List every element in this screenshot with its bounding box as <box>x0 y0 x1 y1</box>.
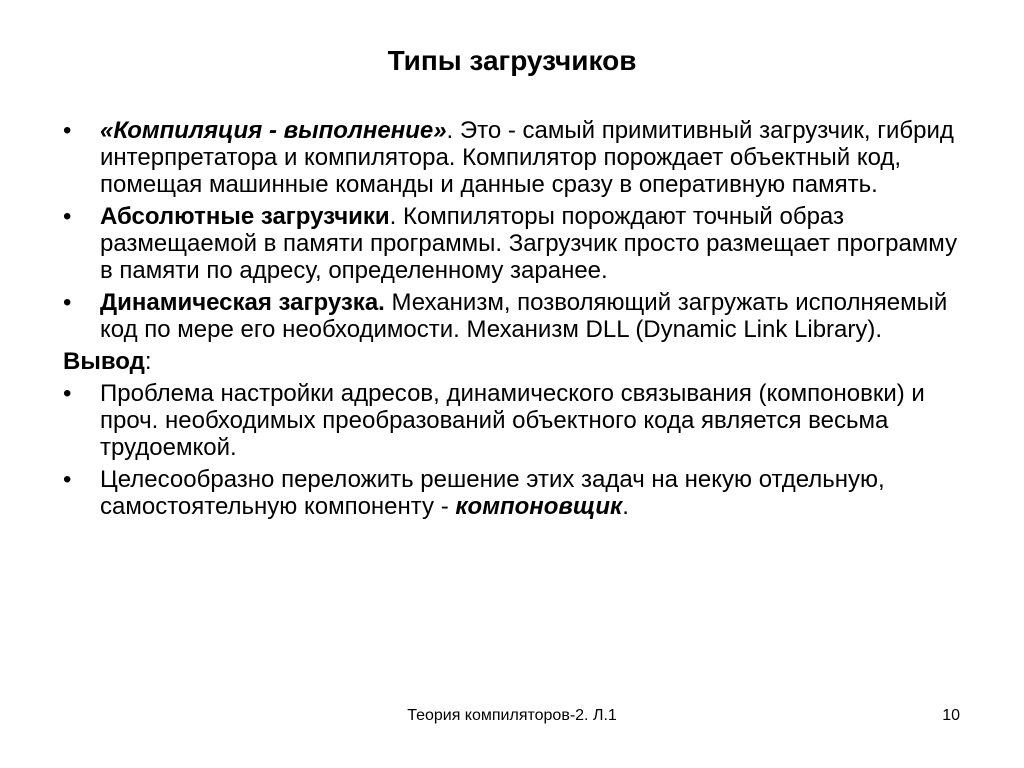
bullet-text: . Это - самый примитивный загрузчик, гибрид интерпретатора и компилятора. Компилятор порождает объектный код, помещая машинные команды и данные сразу в оперативную память. <box>100 117 954 198</box>
slide-title: Типы загрузчиков <box>387 45 637 76</box>
bullet-item-dynamic-loading <box>63 289 963 343</box>
bullet-text: Проблема настройки адресов, динамического связывания (компоновки) и проч. необходимых преобразований объектного кода является весьма трудоемкой. <box>100 380 925 461</box>
bullet-icon: • <box>63 289 72 316</box>
page-number: 10 <box>942 707 960 724</box>
bullet-text-end: . <box>622 493 629 520</box>
bullet-lead: «Компиляция - выполнение» <box>100 117 447 144</box>
bullet-item-compile-execute <box>63 117 963 198</box>
linker-term: компоновщик <box>455 493 623 520</box>
bullet-item-linker <box>63 466 963 520</box>
bullet-icon: • <box>63 203 72 230</box>
bullet-lead: Динамическая загрузка. <box>100 289 385 316</box>
bullet-icon: • <box>63 117 72 144</box>
footer-course-title: Теория компиляторов-2. Л.1 <box>407 707 617 724</box>
summary-heading <box>63 348 963 375</box>
bullet-text: Механизм, позволяющий загружать исполняемый код по мере его необходимости. Механизм DLL (Dynamic Link Library). <box>100 289 948 343</box>
bullet-text: . Компиляторы порождают точный образ размещаемой в памяти программы. Загрузчик просто размещает программу в памяти по адресу, определенному заранее. <box>100 203 958 284</box>
bullet-text: Целесообразно переложить решение этих задач на некую отдельную, самостоятельную компоненту - <box>100 466 885 520</box>
bullet-lead: Абсолютные загрузчики <box>100 203 390 230</box>
bullet-icon: • <box>63 380 72 407</box>
bullet-item-absolute-loaders <box>63 203 963 284</box>
bullet-icon: • <box>63 466 72 493</box>
summary-heading-label: Вывод <box>63 348 145 375</box>
slide-content <box>63 117 963 525</box>
bullet-item-address-problem <box>63 380 963 461</box>
summary-heading-colon: : <box>144 348 152 375</box>
